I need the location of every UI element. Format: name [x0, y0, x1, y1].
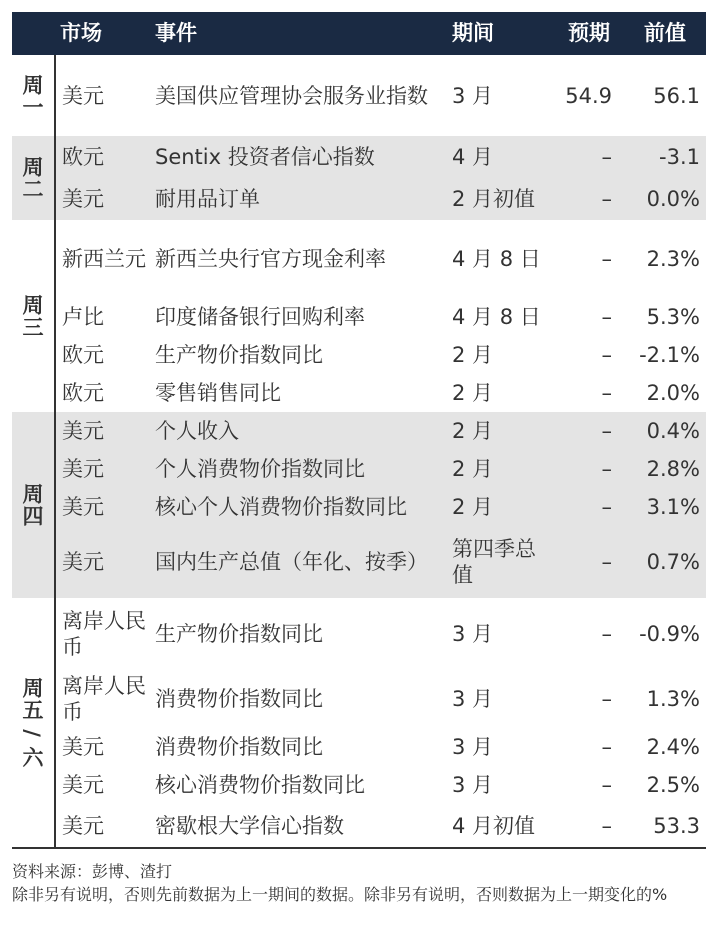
cell-previous: -3.1: [659, 145, 700, 169]
cell-period: 2 月: [452, 343, 494, 367]
cell-market: 美元: [62, 495, 104, 519]
table-row: [12, 374, 706, 412]
cell-event: 零售销售同比: [155, 381, 281, 405]
day-group: [12, 220, 706, 412]
table-row: [12, 766, 706, 804]
table-row: [12, 450, 706, 488]
cell-period: 3 月: [452, 622, 494, 646]
cell-expected: –: [601, 457, 612, 481]
cell-previous: 56.1: [653, 83, 700, 108]
cell-market: 欧元: [62, 381, 104, 405]
header-previous: 前值: [644, 21, 686, 45]
cell-period: 4 月 8 日: [452, 305, 541, 329]
cell-event: 核心消费物价指数同比: [155, 773, 365, 797]
cell-previous: 1.3%: [646, 687, 700, 711]
cell-market: 美元: [62, 813, 104, 838]
cell-expected: –: [601, 813, 612, 838]
footer: [12, 860, 712, 906]
cell-event: 印度储备银行回购利率: [155, 305, 365, 329]
cell-expected: –: [601, 247, 612, 271]
day-label-text: 周三: [20, 294, 44, 338]
cell-previous: 2.0%: [646, 381, 700, 405]
cell-previous: 0.4%: [646, 419, 700, 443]
cell-previous: 5.3%: [646, 305, 700, 329]
cell-period: 2 月: [452, 381, 494, 405]
table-row: [12, 136, 706, 178]
cell-market: 欧元: [62, 343, 104, 367]
table-row: [12, 55, 706, 136]
cell-market: 美元: [62, 83, 104, 108]
cell-event: 个人收入: [155, 419, 239, 443]
cell-period: 4 月 8 日: [452, 247, 541, 271]
cell-event: 生产物价指数同比: [155, 343, 323, 367]
cell-period: 第四季总值: [452, 537, 536, 587]
header-period: 期间: [452, 21, 494, 45]
cell-market: 美元: [62, 187, 104, 211]
cell-expected: –: [601, 187, 612, 211]
cell-expected: –: [601, 622, 612, 646]
day-group: [12, 55, 706, 136]
cell-event: 生产物价指数同比: [155, 622, 323, 646]
day-label-text: 周二: [20, 156, 44, 200]
day-group: [12, 598, 706, 847]
cell-market: 美元: [62, 773, 104, 797]
cell-event: 耐用品订单: [155, 187, 260, 211]
cell-expected: –: [601, 419, 612, 443]
cell-expected: 54.9: [565, 83, 612, 108]
cell-period: 3 月: [452, 687, 494, 711]
table-row: [12, 298, 706, 336]
cell-event: 密歇根大学信心指数: [155, 813, 344, 838]
cell-expected: –: [601, 735, 612, 759]
cell-event: Sentix 投资者信心指数: [155, 145, 375, 169]
cell-market: 美元: [62, 419, 104, 443]
header-event: 事件: [155, 21, 197, 45]
cell-event: 个人消费物价指数同比: [155, 457, 365, 481]
day-label-text: 周四: [20, 483, 44, 527]
cell-expected: –: [601, 381, 612, 405]
cell-period: 2 月初值: [452, 187, 536, 211]
cell-previous: 2.8%: [646, 457, 700, 481]
table-header: [12, 12, 706, 55]
table-row: [12, 670, 706, 728]
cell-market: 新西兰元: [62, 247, 146, 271]
cell-expected: –: [601, 305, 612, 329]
cell-period: 4 月初值: [452, 813, 536, 838]
cell-previous: -2.1%: [639, 343, 700, 367]
cell-market: 美元: [62, 735, 104, 759]
source-note: 资料来源：彭博、渣打: [12, 862, 173, 881]
day-group: [12, 412, 706, 598]
cell-period: 3 月: [452, 83, 494, 108]
cell-expected: –: [601, 343, 612, 367]
cell-period: 2 月: [452, 495, 494, 519]
day-label-text: 周一: [20, 73, 44, 118]
cell-event: 消费物价指数同比: [155, 735, 323, 759]
cell-previous: 2.4%: [646, 735, 700, 759]
cell-expected: –: [601, 687, 612, 711]
table-row: [12, 336, 706, 374]
cell-market: 美元: [62, 550, 104, 574]
cell-event: 美国供应管理协会服务业指数: [155, 83, 428, 108]
cell-previous: 53.3: [653, 813, 700, 838]
cell-expected: –: [601, 550, 612, 574]
table-row: [12, 412, 706, 450]
cell-previous: 2.5%: [646, 773, 700, 797]
cell-market: 卢比: [62, 305, 104, 329]
day-label-text: 周五 / 六: [20, 676, 44, 769]
cell-previous: 0.7%: [646, 550, 700, 574]
cell-event: 国内生产总值（年化、按季）: [155, 550, 428, 574]
table-row: [12, 488, 706, 526]
cell-event: 新西兰央行官方现金利率: [155, 247, 386, 271]
cell-market: 欧元: [62, 145, 104, 169]
table-row: [12, 178, 706, 220]
cell-market: 离岸人民币: [62, 674, 146, 724]
cell-period: 4 月: [452, 145, 494, 169]
table-row: [12, 526, 706, 598]
cell-expected: –: [601, 495, 612, 519]
cell-period: 2 月: [452, 457, 494, 481]
day-group: [12, 136, 706, 220]
cell-period: 2 月: [452, 419, 494, 443]
cell-event: 核心个人消费物价指数同比: [155, 495, 407, 519]
table-row: [12, 598, 706, 670]
cell-expected: –: [601, 773, 612, 797]
cell-event: 消费物价指数同比: [155, 687, 323, 711]
cell-market: 美元: [62, 457, 104, 481]
cell-previous: 3.1%: [646, 495, 700, 519]
cell-expected: –: [601, 145, 612, 169]
header-expected: 预期: [568, 21, 610, 45]
table-row: [12, 728, 706, 766]
cell-previous: -0.9%: [639, 622, 700, 646]
table-row: [12, 220, 706, 298]
table-bottom-rule: [12, 847, 706, 849]
header-market: 市场: [60, 21, 102, 45]
cell-period: 3 月: [452, 773, 494, 797]
cell-period: 3 月: [452, 735, 494, 759]
table-row: [12, 804, 706, 847]
cell-previous: 0.0%: [646, 187, 700, 211]
cell-previous: 2.3%: [646, 247, 700, 271]
cell-market: 离岸人民币: [62, 609, 146, 659]
disclaimer-note: 除非另有说明，否则先前数据为上一期间的数据。除非另有说明，否则数据为上一期变化的%: [12, 885, 668, 904]
